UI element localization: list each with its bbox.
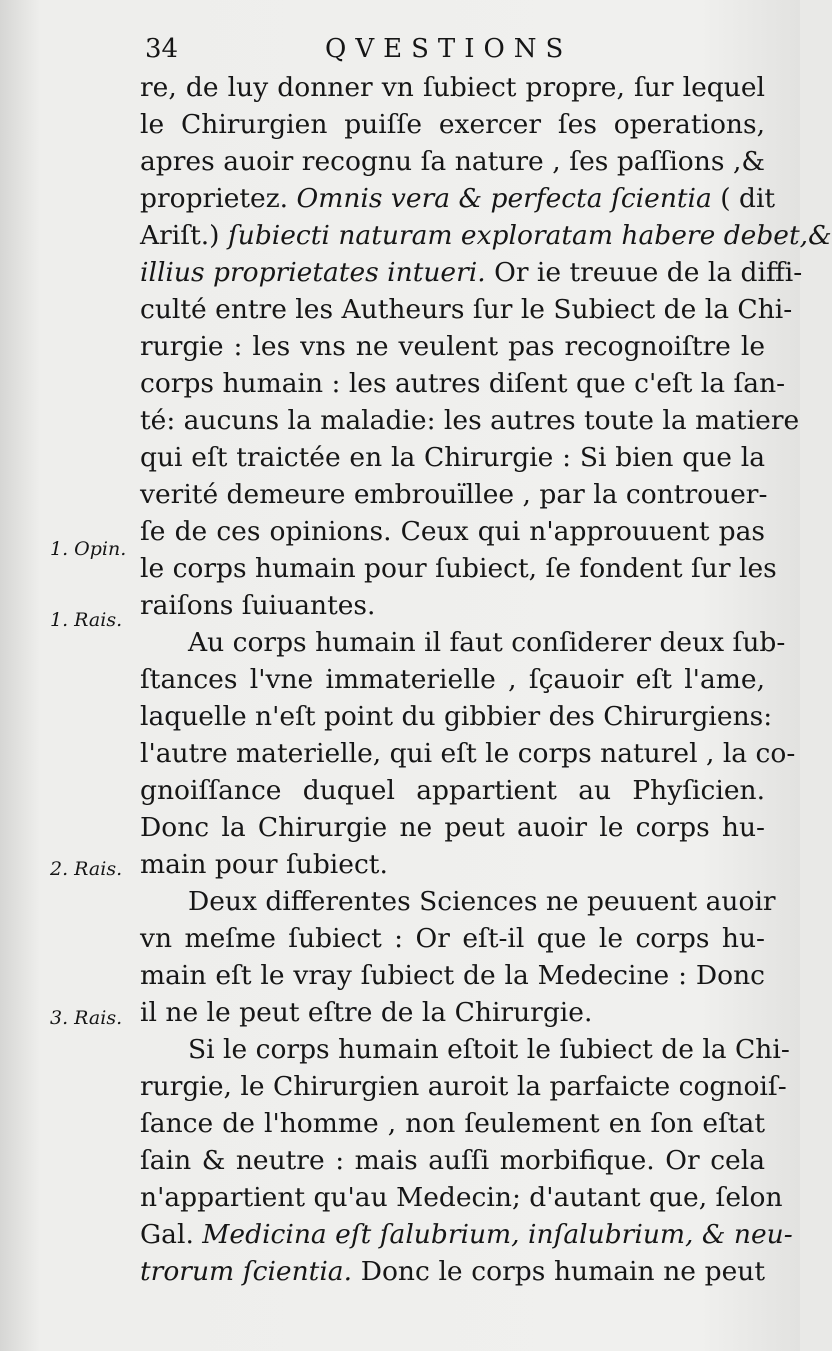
text-line: té: aucuns la maladie: les autres toute la matiere — [140, 405, 800, 436]
text-line: le corps humain pour ſubiect, ſe fondent ſur les — [140, 553, 777, 584]
text-line: rurgie : les vns ne veulent pas recognoiſtre le — [140, 331, 765, 362]
margin-note-raison-1: 1. Rais. — [50, 609, 123, 631]
roman-text: Gal. — [140, 1219, 203, 1250]
text-line: qui eſt traictée en la Chirurgie : Si bien que la — [140, 442, 765, 473]
latin-quote: illius proprietates intueri. — [140, 257, 486, 288]
latin-quote: ſubiecti naturam exploratam habere debet,& — [227, 220, 832, 251]
text-line: main eſt le vray ſubiect de la Medecine : Donc — [140, 960, 765, 991]
text-line: ſe de ces opinions. Ceux qui n'approuuent pas — [140, 516, 765, 547]
margin-note-raison-3: 3. Rais. — [50, 1007, 123, 1029]
roman-text: Or ie treuue de la diffi- — [485, 257, 803, 288]
text-line: le Chirurgien puiſſe exercer ſes operations, — [140, 109, 765, 140]
text-line: il ne le peut eſtre de la Chirurgie. — [140, 997, 593, 1028]
text-line: gnoiſſance duquel appartient au Phyſicien. — [140, 775, 765, 806]
text-line: Si le corps humain eſtoit le ſubiect de la Chi- — [188, 1034, 790, 1065]
text-line-mixed — [140, 216, 832, 256]
text-line: main pour ſubiect. — [140, 849, 388, 880]
margin-note-opinion-1: 1. Opin. — [50, 538, 127, 560]
text-line: raiſons ſuiuantes. — [140, 590, 376, 621]
text-line: corps humain : les autres diſent que c'eſt la ſan- — [140, 368, 786, 399]
roman-text: ( dit — [711, 183, 776, 214]
latin-quote: Omnis vera & perfecta ſcientia — [296, 183, 712, 214]
text-line: Deux differentes Sciences ne peuuent auoir — [188, 886, 776, 917]
text-line: l'autre materielle, qui eſt le corps naturel , la co- — [140, 738, 796, 769]
running-title: QVESTIONS — [325, 34, 573, 64]
page-number: 34 — [145, 34, 179, 64]
text-line-mixed — [140, 1252, 765, 1292]
margin-note-raison-2: 2. Rais. — [50, 858, 123, 880]
roman-text: Donc le corps humain ne peut — [352, 1256, 766, 1287]
text-line: rurgie, le Chirurgien auroit la parfaicte cognoiſ- — [140, 1071, 787, 1102]
text-line: ſance de l'homme , non ſeulement en ſon eſtat — [140, 1108, 765, 1139]
text-line: culté entre les Autheurs ſur le Subiect de la Chi- — [140, 294, 793, 325]
text-line: Au corps humain il faut conſiderer deux ſub- — [188, 627, 786, 658]
latin-quote: Medicina eſt ſalubrium, inſalubrium, & neu- — [202, 1219, 793, 1250]
text-line: re, de luy donner vn ſubiect propre, ſur lequel — [140, 72, 765, 103]
text-line: ſtances l'vne immaterielle , ſçauoir eſt l'ame, — [140, 664, 765, 695]
text-line: apres auoir recognu ſa nature , ſes paſſions ,& — [140, 146, 765, 177]
text-line-mixed — [140, 1215, 793, 1255]
text-line-mixed — [140, 179, 776, 219]
text-line: Donc la Chirurgie ne peut auoir le corps hu- — [140, 812, 765, 843]
text-line: verité demeure embrouïllee , par la controuer- — [140, 479, 768, 510]
text-line-mixed — [140, 253, 803, 293]
roman-text: Ariſt.) — [140, 220, 228, 251]
latin-quote: trorum ſcientia. — [140, 1256, 353, 1287]
text-line: laquelle n'eſt point du gibbier des Chirurgiens: — [140, 701, 773, 732]
roman-text: proprietez. — [140, 183, 297, 214]
text-line: vn meſme ſubiect : Or eſt-il que le corps hu- — [140, 923, 765, 954]
text-line: n'appartient qu'au Medecin; d'autant que, ſelon — [140, 1182, 783, 1213]
text-line: ſain & neutre : mais auſſi morbifique. Or cela — [140, 1145, 765, 1176]
